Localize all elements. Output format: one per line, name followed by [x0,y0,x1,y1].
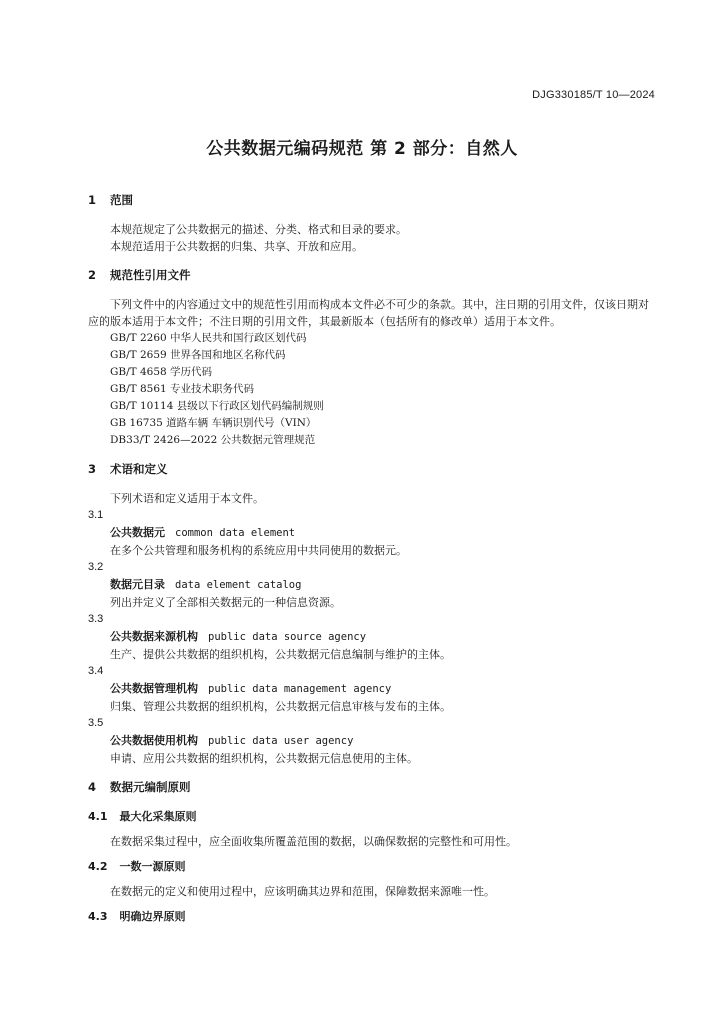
term-english: data element catalog [175,579,302,591]
subsection-number: 4.2 [88,860,108,873]
section-title: 术语和定义 [110,462,168,476]
section-number: 4 [88,780,97,794]
term-name: 公共数据管理机构 public data management agency [110,682,392,695]
document-body [88,192,658,925]
term-number: 3.3 [88,613,104,625]
section-title: 数据元编制原则 [110,780,191,794]
paragraph: 本规范适用于公共数据的归集、共享、开放和应用。 [110,240,363,253]
subsection-title: 明确边界原则 [119,910,186,923]
term-english: public data source agency [208,631,367,643]
paragraph: 下列文件中的内容通过文中的规范性引用而构成本文件必不可少的条款。其中，注日期的引用文件，仅该日期对应的版本适用于本文件；不注日期的引用文件，其最新版本（包括所有的修改单）适用于本文件。 [88,298,649,328]
document-code: DJG330185/T 10—2024 [532,89,655,101]
section-title: 范围 [110,193,134,207]
term-name: 数据元目录 data element catalog [110,578,302,591]
term-definition: 申请、应用公共数据的组织机构，公共数据元信息使用的主体。 [110,752,418,765]
subsection-heading [88,808,658,825]
subsection-heading [88,858,658,875]
document-title: 公共数据元编码规范 第 2 部分：自然人 [206,139,518,159]
term-english: public data user agency [208,735,354,747]
subsection-number: 4.3 [88,910,108,923]
reference-item: GB/T 4658 学历代码 [110,366,213,378]
paragraph: 下列术语和定义适用于本文件。 [110,492,264,505]
paragraph: 在数据元的定义和使用过程中，应该明确其边界和范围，保障数据来源唯一性。 [110,885,495,898]
section-title: 规范性引用文件 [110,268,191,282]
term-name: 公共数据来源机构 public data source agency [110,630,367,643]
term-definition: 列出并定义了全部相关数据元的一种信息资源。 [110,596,341,609]
paragraph: 本规范规定了公共数据元的描述、分类、格式和目录的要求。 [110,223,407,236]
reference-item: GB/T 2659 世界各国和地区名称代码 [110,349,286,361]
reference-item: DB33/T 2426—2022 公共数据元管理规范 [110,434,316,446]
subsection-title: 一数一源原则 [119,860,186,873]
term-number: 3.5 [88,717,104,729]
term-definition: 在多个公共管理和服务机构的系统应用中共同使用的数据元。 [110,544,407,557]
reference-item: GB/T 8561 专业技术职务代码 [110,383,255,395]
term-english: common data element [175,527,296,539]
section-heading [88,267,658,284]
term-definition: 生产、提供公共数据的组织机构，公共数据元信息编制与维护的主体。 [110,648,451,661]
subsection-heading [88,908,658,925]
section-number: 1 [88,193,97,207]
term-number: 3.4 [88,665,104,677]
term-number: 3.2 [88,561,104,573]
reference-item: GB/T 2260 中华人民共和国行政区划代码 [110,332,307,344]
term-definition: 归集、管理公共数据的组织机构，公共数据元信息审核与发布的主体。 [110,700,451,713]
term-name: 公共数据使用机构 public data user agency [110,734,354,747]
reference-item: GB 16735 道路车辆 车辆识别代号（VIN） [110,417,317,429]
paragraph: 在数据采集过程中，应全面收集所覆盖范围的数据，以确保数据的完整性和可用性。 [110,835,517,848]
section-heading [88,779,658,796]
section-heading [88,192,658,209]
section-number: 3 [88,462,97,476]
reference-item: GB/T 10114 县级以下行政区划代码编制规则 [110,400,324,412]
term-number: 3.1 [88,509,104,521]
term-name: 公共数据元 common data element [110,526,296,539]
subsection-title: 最大化采集原则 [119,810,197,823]
section-number: 2 [88,268,97,282]
subsection-number: 4.1 [88,810,108,823]
term-english: public data management agency [208,683,392,695]
section-heading [88,461,658,478]
